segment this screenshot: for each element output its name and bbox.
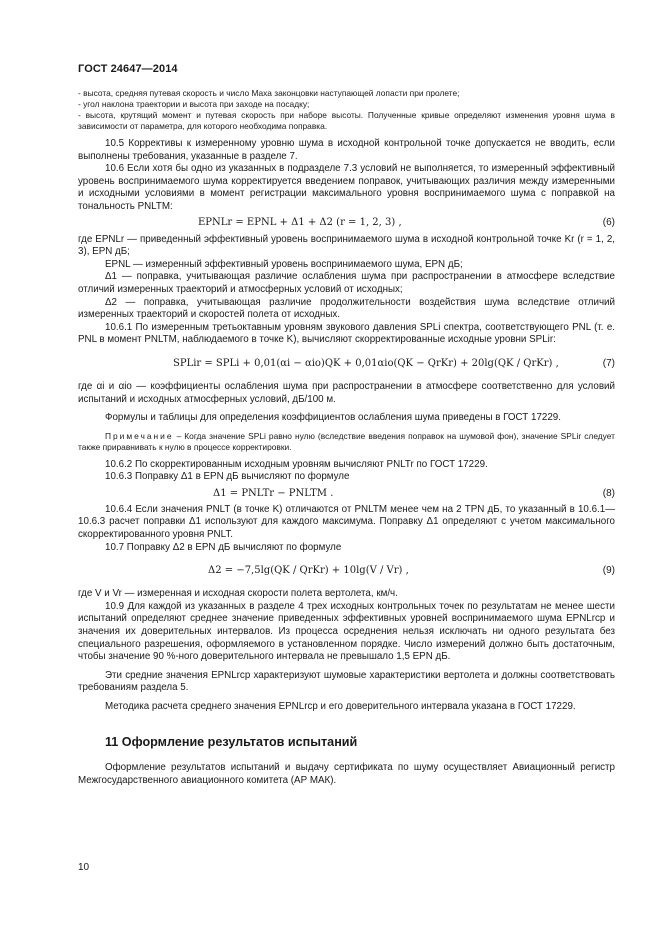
note (78, 431, 615, 453)
formula-8-expression: Δ1 = PNLTr − PNLTM . (213, 487, 334, 499)
formula-7-number: (7) (602, 357, 615, 369)
definition-delta1: Δ1 — поправка, учитывающая различие ослабления шума при распространении в атмосфере вследствие отличий измеренных траекторий и атмосферных условий от исходных; (78, 271, 615, 295)
paragraph-10-6-2: 10.6.2 По скорректированным исходным уровням вычисляют PNLTr по ГОСТ 17229. (105, 458, 488, 470)
formula-7 (78, 347, 615, 381)
definition-alpha: где αi и αio — коэффициенты ослабления шума при распространении в атмосфере соответственно для условий испытаний и исходных атмосферных условий, дБ/100 м. (78, 380, 615, 405)
conditions-list (78, 88, 615, 132)
formula-8-number: (8) (602, 487, 615, 499)
paragraph-average-values: Эти средние значения EPNLrср характеризуют шумовые характеристики вертолета и должны соответствовать требованиям раздела 5. (78, 669, 615, 694)
formulas-reference: Формулы и таблицы для определения коэффициентов ослабления шума приведены в ГОСТ 17229. (105, 412, 561, 424)
paragraph-10-7: 10.7 Поправку Δ2 в EPN дБ вычисляют по формуле (105, 541, 342, 553)
paragraph-10-6: 10.6 Если хотя бы одно из указанных в подразделе 7.3 условий не выполняется, то измеренный эффективный уровень воспринимаемого шума корректируется введением поправок, учитывающих различия между измеренными и исходными условиями в момент регистрации максимального уровня воспринимаемого шума с поправкой на тональность PNLTM: (78, 163, 615, 212)
formula-7-expression: SPLir = SPLi + 0,01(αi − αio)QK + 0,01αio(QK − QrKr) + 20lg(QK / QrKr) , (173, 357, 559, 369)
paragraph-10-9: 10.9 Для каждой из указанных в разделе 4 трех исходных контрольных точек по результатам не менее шести испытаний определяют среднее значение приведенных эффективных уровней воспринимаемого шума EPNLrср и значения их доверительных интервалов. Из процесса осреднения нельзя исключать ни одного результата без специального разрешения, оформляемого в установленном порядке. Число измерений должно быть достаточным, чтобы значение 90 %-ного доверительного интервала не превышало 1,5 EPN дБ. (78, 600, 615, 663)
note-text: – Когда значение SPLi равно нулю (вследствие введения поправок на шумовой фон), значение SPLir следует также приравнивать к нулю в процессе корректировки. (78, 430, 615, 452)
definition-epnlr: где EPNLr — приведенный эффективный уровень воспринимаемого шума в исходной контрольной точке Kr (r = 1, 2, 3), EPN дБ; (78, 233, 615, 258)
document-body (78, 88, 615, 787)
paragraph-10-6-3: 10.6.3 Поправку Δ1 в EPN дБ вычисляют по формуле (105, 471, 350, 483)
formula-8 (78, 484, 615, 504)
list-item: - угол наклона траектории и высота при заходе на посадку; (78, 99, 310, 109)
section-11-heading: 11 Оформление результатов испытаний (105, 734, 358, 749)
definition-epnl: EPNL — измеренный эффективный уровень воспринимаемого шума, EPN дБ; (105, 258, 463, 270)
paragraph-method: Методика расчета среднего значения EPNLrср и его доверительного интервала указана в ГОСТ 17229. (105, 701, 576, 712)
paragraph-10-6-4: 10.6.4 Если значения PNLT (в точке K) отличаются от PNLTM менее чем на 2 TPN дБ, то указанный в 10.6.1—10.6.3 расчет поправки Δ1 используют для каждого максимума. Поправку Δ1 определяют с учетом максимального скорректированного уровня PNLT. (78, 503, 615, 541)
formula-6-number: (6) (602, 217, 615, 229)
formula-6-expression: EPNLr = EPNL + Δ1 + Δ2 (r = 1, 2, 3) , (198, 217, 402, 229)
paragraph-11: Оформление результатов испытаний и выдачу сертификата по шуму осуществляет Авиационный регистр Межгосударственного авиационного комитета (АР МАК). (78, 762, 615, 786)
definition-velocity: где V и Vr — измеренная и исходная скорости полета вертолета, км/ч. (78, 588, 398, 600)
formula-6 (78, 214, 615, 234)
formula-9-expression: Δ2 = −7,5lg(QK / QrKr) + 10lg(V / Vr) , (208, 564, 409, 576)
page-header: ГОСТ 24647—2014 (78, 63, 178, 75)
definition-delta2: Δ2 — поправка, учитывающая различие продолжительности воздействия шума вследствие отличий измеренных траекторий и скоростей полета от исходных. (78, 296, 615, 321)
formula-9-number: (9) (602, 564, 615, 576)
list-item: - высота, крутящий момент и путевая скорость при наборе высоты. Полученные кривые определяют изменения уровня шума в зависимости от параметра, для которого необходима поправка. (78, 110, 615, 131)
formula-9 (78, 554, 615, 588)
page-number: 10 (78, 862, 90, 873)
paragraph-10-5: 10.5 Коррективы к измеренному уровню шума в исходной контрольной точке допускается не вводить, если выполнены требования, указанные в разделе 7. (78, 138, 615, 162)
paragraph-10-6-1: 10.6.1 По измеренным третьоктавным уровням звукового давления SPLi спектра, соответствующего PNL (т. е. PNL в момент PNLTM, наблюдаемого в точке K), вычисляют скорректированные исходные уровни SPLir: (78, 321, 615, 346)
list-item: - высота, средняя путевая скорость и число Маха законцовки наступающей лопасти при пролете; (78, 88, 460, 98)
note-label: Примечание (105, 430, 174, 441)
